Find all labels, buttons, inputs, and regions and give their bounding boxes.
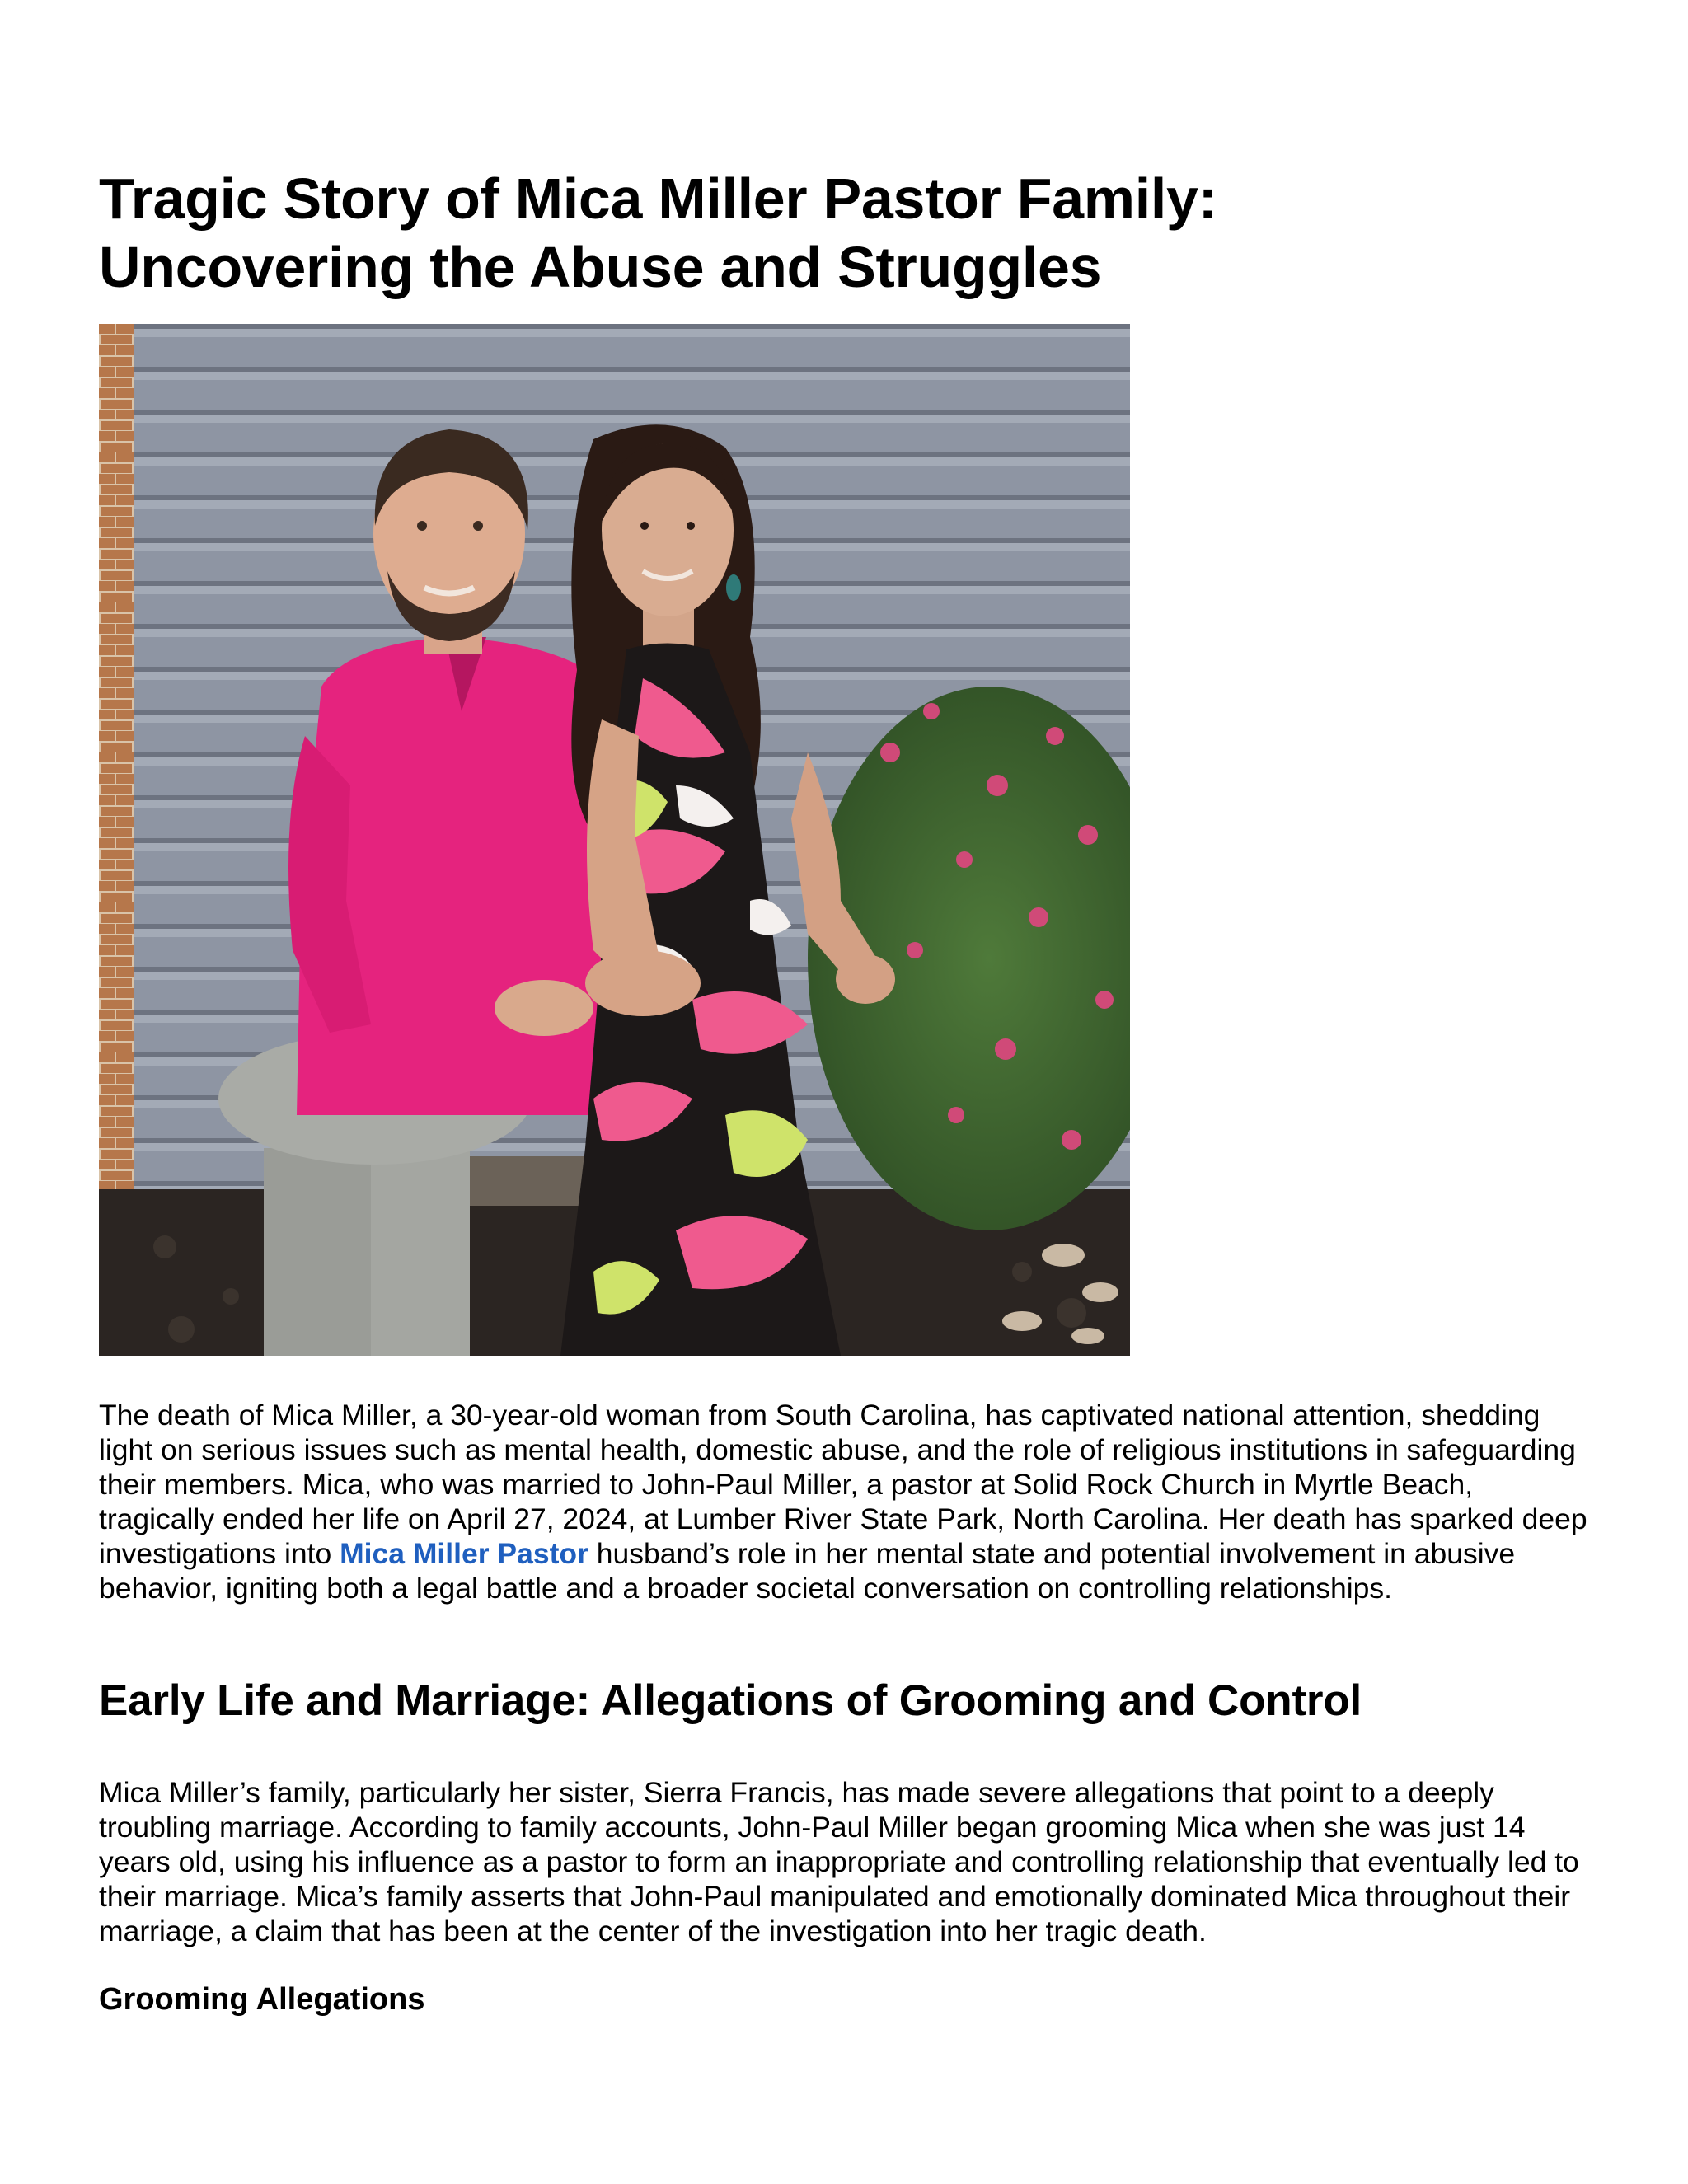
article-title-line-2: Uncovering the Abuse and Struggles bbox=[99, 235, 1102, 299]
section-paragraph-text: Mica Miller’s family, particularly her sister, Sierra Francis, has made severe allegations that point to a deeply troubling marriage. According to family accounts, John-Paul Miller began grooming Mica when she was just 14 years old, using his influence as a pastor to form an inappropriate and controlling relationship that eventually led to their marriage. Mica’s family asserts that John-Paul manipulated and emotionally dominated Mica throughout their marriage, a claim that has been at the center of the investigation into her tragic death. bbox=[99, 1776, 1579, 1947]
hero-photo bbox=[99, 324, 1130, 1356]
article-title-line-1: Tragic Story of Mica Miller Pastor Family: bbox=[99, 166, 1217, 231]
article-title bbox=[99, 165, 1591, 302]
mica-miller-pastor-link[interactable]: Mica Miller Pastor bbox=[340, 1537, 588, 1570]
intro-paragraph bbox=[99, 1398, 1591, 1605]
couple-photo-illustration bbox=[99, 324, 1130, 1356]
intro-text-before-link: The death of Mica Miller, a 30-year-old woman from South Carolina, has captivated national attention, shedding light on serious issues such as mental health, domestic abuse, and the role of religious institutions in safeguarding their members. Mica, who was married to John-Paul Miller, a pastor at Solid Rock Church in Myrtle Beach, tragically ended her life on April 27, 2024, at Lumber River State Park, North Carolina. Her death has sparked deep investigations into bbox=[99, 1399, 1587, 1570]
intro-text-after-link: husband’s role in her mental state and potential involvement in abusive behavior, igniting both a legal battle and a broader societal conversation on controlling relationships. bbox=[99, 1537, 1516, 1605]
intro-text bbox=[99, 1398, 1591, 1605]
section-paragraph bbox=[99, 1775, 1591, 1948]
section-heading-early-life: Early Life and Marriage: Allegations of Grooming and Control bbox=[99, 1676, 1362, 1725]
subsection-heading-grooming: Grooming Allegations bbox=[99, 1982, 425, 2017]
